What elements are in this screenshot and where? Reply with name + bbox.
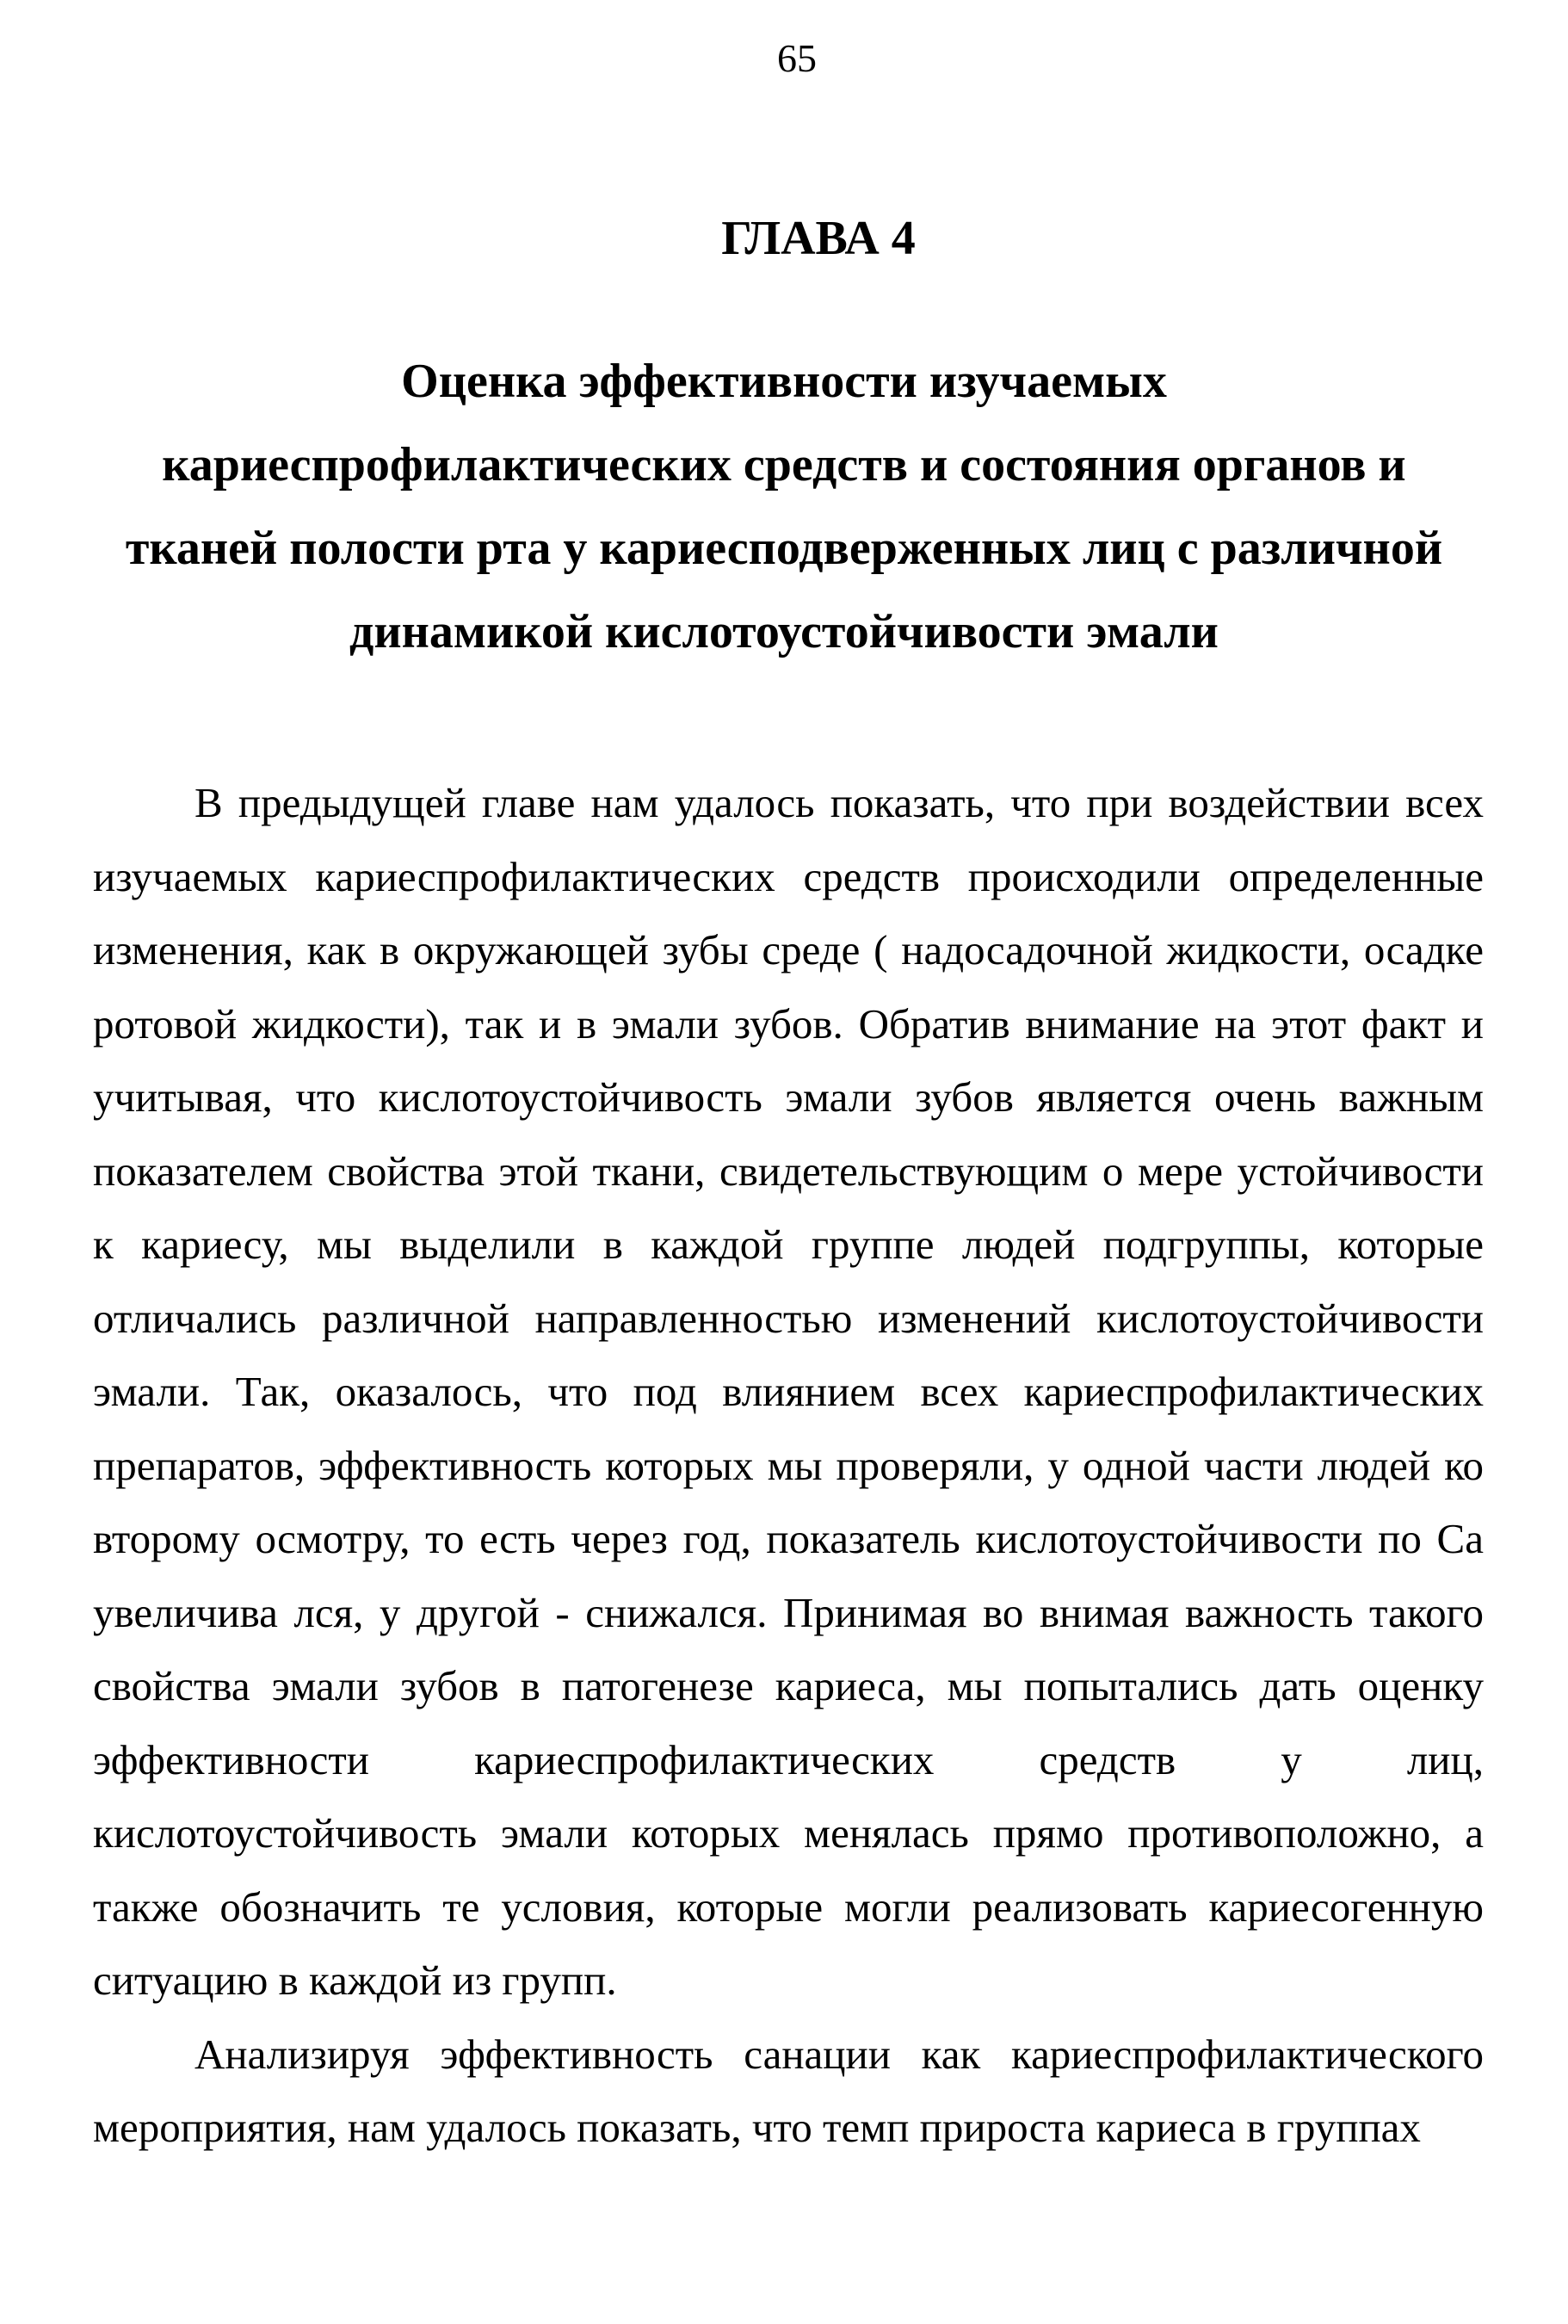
page-number: 65	[777, 36, 817, 80]
chapter-title-line: динамикой кислотоустойчивости эмали	[349, 605, 1219, 658]
chapter-title-line: Оценка эффективности изучаемых	[401, 355, 1167, 408]
paragraph: Анализируя эффективность санации как кариеспрофилактического мероприятия, нам удалось показать, что темп прироста кариеса в группах	[93, 2030, 1484, 2151]
body-text	[93, 766, 1484, 2165]
chapter-title-line: кариеспрофилактических средств и состояния органов и	[162, 438, 1406, 491]
chapter-title-line: тканей полости рта у кариесподверженных лиц с различной	[125, 522, 1443, 575]
paragraph: В предыдущей главе нам удалось показать, что при воздействии всех изучаемых кариеспрофилактических средств происходили определенные изменения, как в окружающей зубы среде ( надосадочной жидкости, осадке ротовой жидкости), так и в эмали зубов. Обратив внимание на этот факт и учитывая, что кислотоустойчивость эмали зубов является очень важным показателем свойства этой ткани, свидетельствующим о мере устойчивости к кариесу, мы выделили в каждой группе людей подгруппы, которые отличались различной направленностью изменений кислотоустойчивости эмали. Так, оказалось, что под влиянием всех кариеспрофилактических препаратов, эффективность которых мы проверяли, у одной части людей ко второму осмотру, то есть через год, показатель кислотоустойчивости по Са увеличива лся, у другой - снижался. Принимая во внимая важность такого свойства эмали зубов в патогенезе кариеса, мы попытались дать оценку эффективности кариеспрофилактических средств у лиц, кислотоустойчивость эмали которых менялась прямо противоположно, а также обозначить те условия, которые могли реализовать кариесогенную ситуацию в каждой из групп.	[93, 779, 1484, 2004]
chapter-label: ГЛАВА 4	[721, 212, 916, 265]
chapter-title	[95, 340, 1473, 674]
